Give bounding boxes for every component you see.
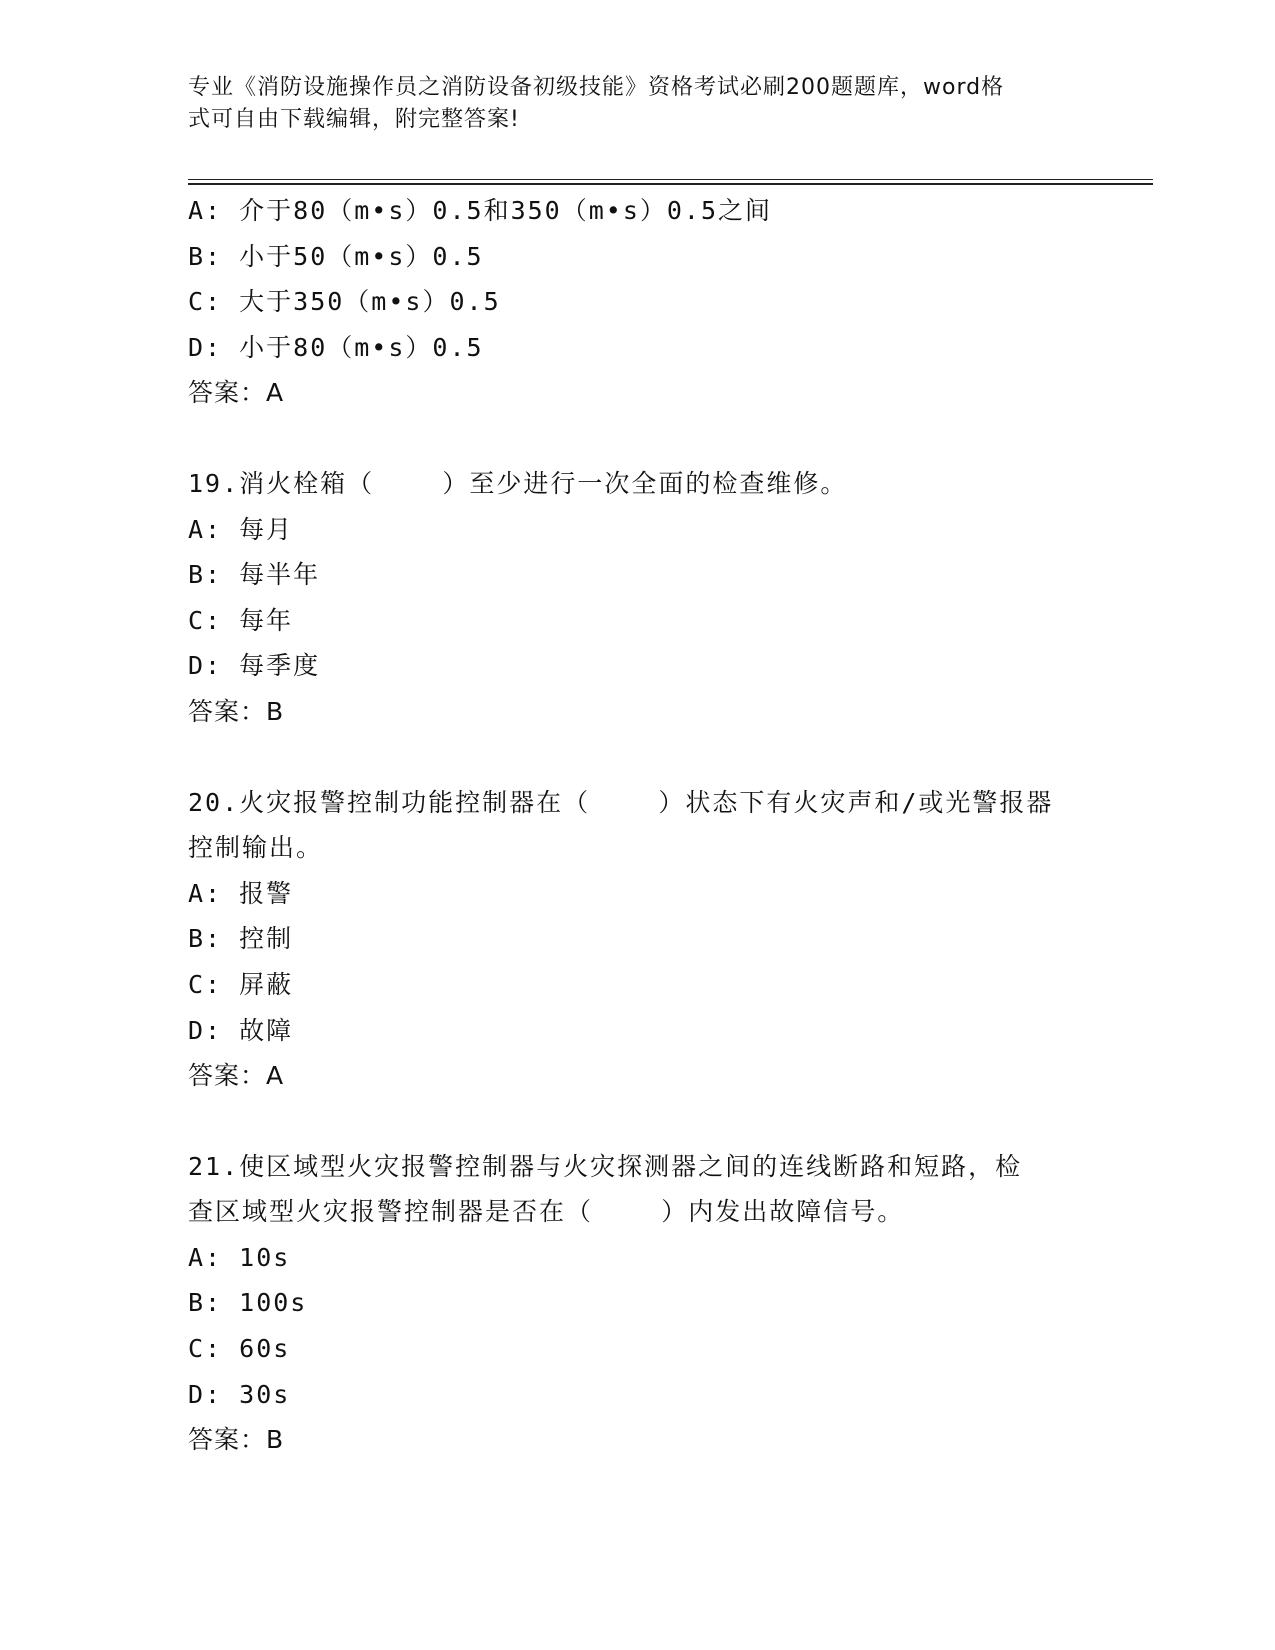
answer-line: 答案：B <box>188 696 285 726</box>
option-c: C: 每年 <box>188 605 294 635</box>
answer-line: 答案：A <box>188 378 285 408</box>
header-divider-thin <box>188 179 1153 180</box>
option-a: A: 10s <box>188 1242 291 1272</box>
option-b: B: 每半年 <box>188 560 321 590</box>
question-text: 21.使区域型火灾报警控制器与火灾探测器之间的连线断路和短路，检 <box>188 1151 1023 1181</box>
option-b: B: 小于50（m•s）0.5 <box>188 241 484 271</box>
question-18-continued <box>188 188 1088 416</box>
option-d: D: 小于80（m•s）0.5 <box>188 332 484 362</box>
option-d: D: 故障 <box>188 1015 294 1045</box>
header-line-2: 式可自由下载编辑，附完整答案! <box>188 107 520 132</box>
header-divider-thick <box>188 183 1153 185</box>
option-b: B: 100s <box>188 1288 308 1318</box>
option-c: C: 大于350（m•s）0.5 <box>188 287 501 317</box>
header-line-1: 专业《消防设施操作员之消防设备初级技能》资格考试必刷200题题库，word格 <box>188 75 1005 100</box>
question-21 <box>188 1144 1088 1463</box>
document-header <box>188 72 1068 136</box>
option-c: C: 60s <box>188 1334 291 1364</box>
question-list <box>188 188 1088 1463</box>
answer-line: 答案：A <box>188 1061 285 1091</box>
option-a: A: 报警 <box>188 878 294 908</box>
question-text: 19.消火栓箱（ ）至少进行一次全面的检查维修。 <box>188 468 848 498</box>
question-text: 20.火灾报警控制功能控制器在（ ）状态下有火灾声和/或光警报器 <box>188 787 1054 817</box>
option-a: A: 每月 <box>188 514 294 544</box>
option-b: B: 控制 <box>188 924 294 954</box>
answer-line: 答案：B <box>188 1425 285 1455</box>
option-a: A: 介于80（m•s）0.5和350（m•s）0.5之间 <box>188 196 773 225</box>
question-text-cont: 控制输出。 <box>188 833 324 863</box>
option-d: D: 30s <box>188 1379 291 1409</box>
question-text-cont: 查区域型火灾报警控制器是否在（ ）内发出故障信号。 <box>188 1197 905 1227</box>
option-c: C: 屏蔽 <box>188 969 294 999</box>
option-d: D: 每季度 <box>188 651 321 681</box>
question-19 <box>188 461 1088 735</box>
question-20 <box>188 780 1088 1099</box>
